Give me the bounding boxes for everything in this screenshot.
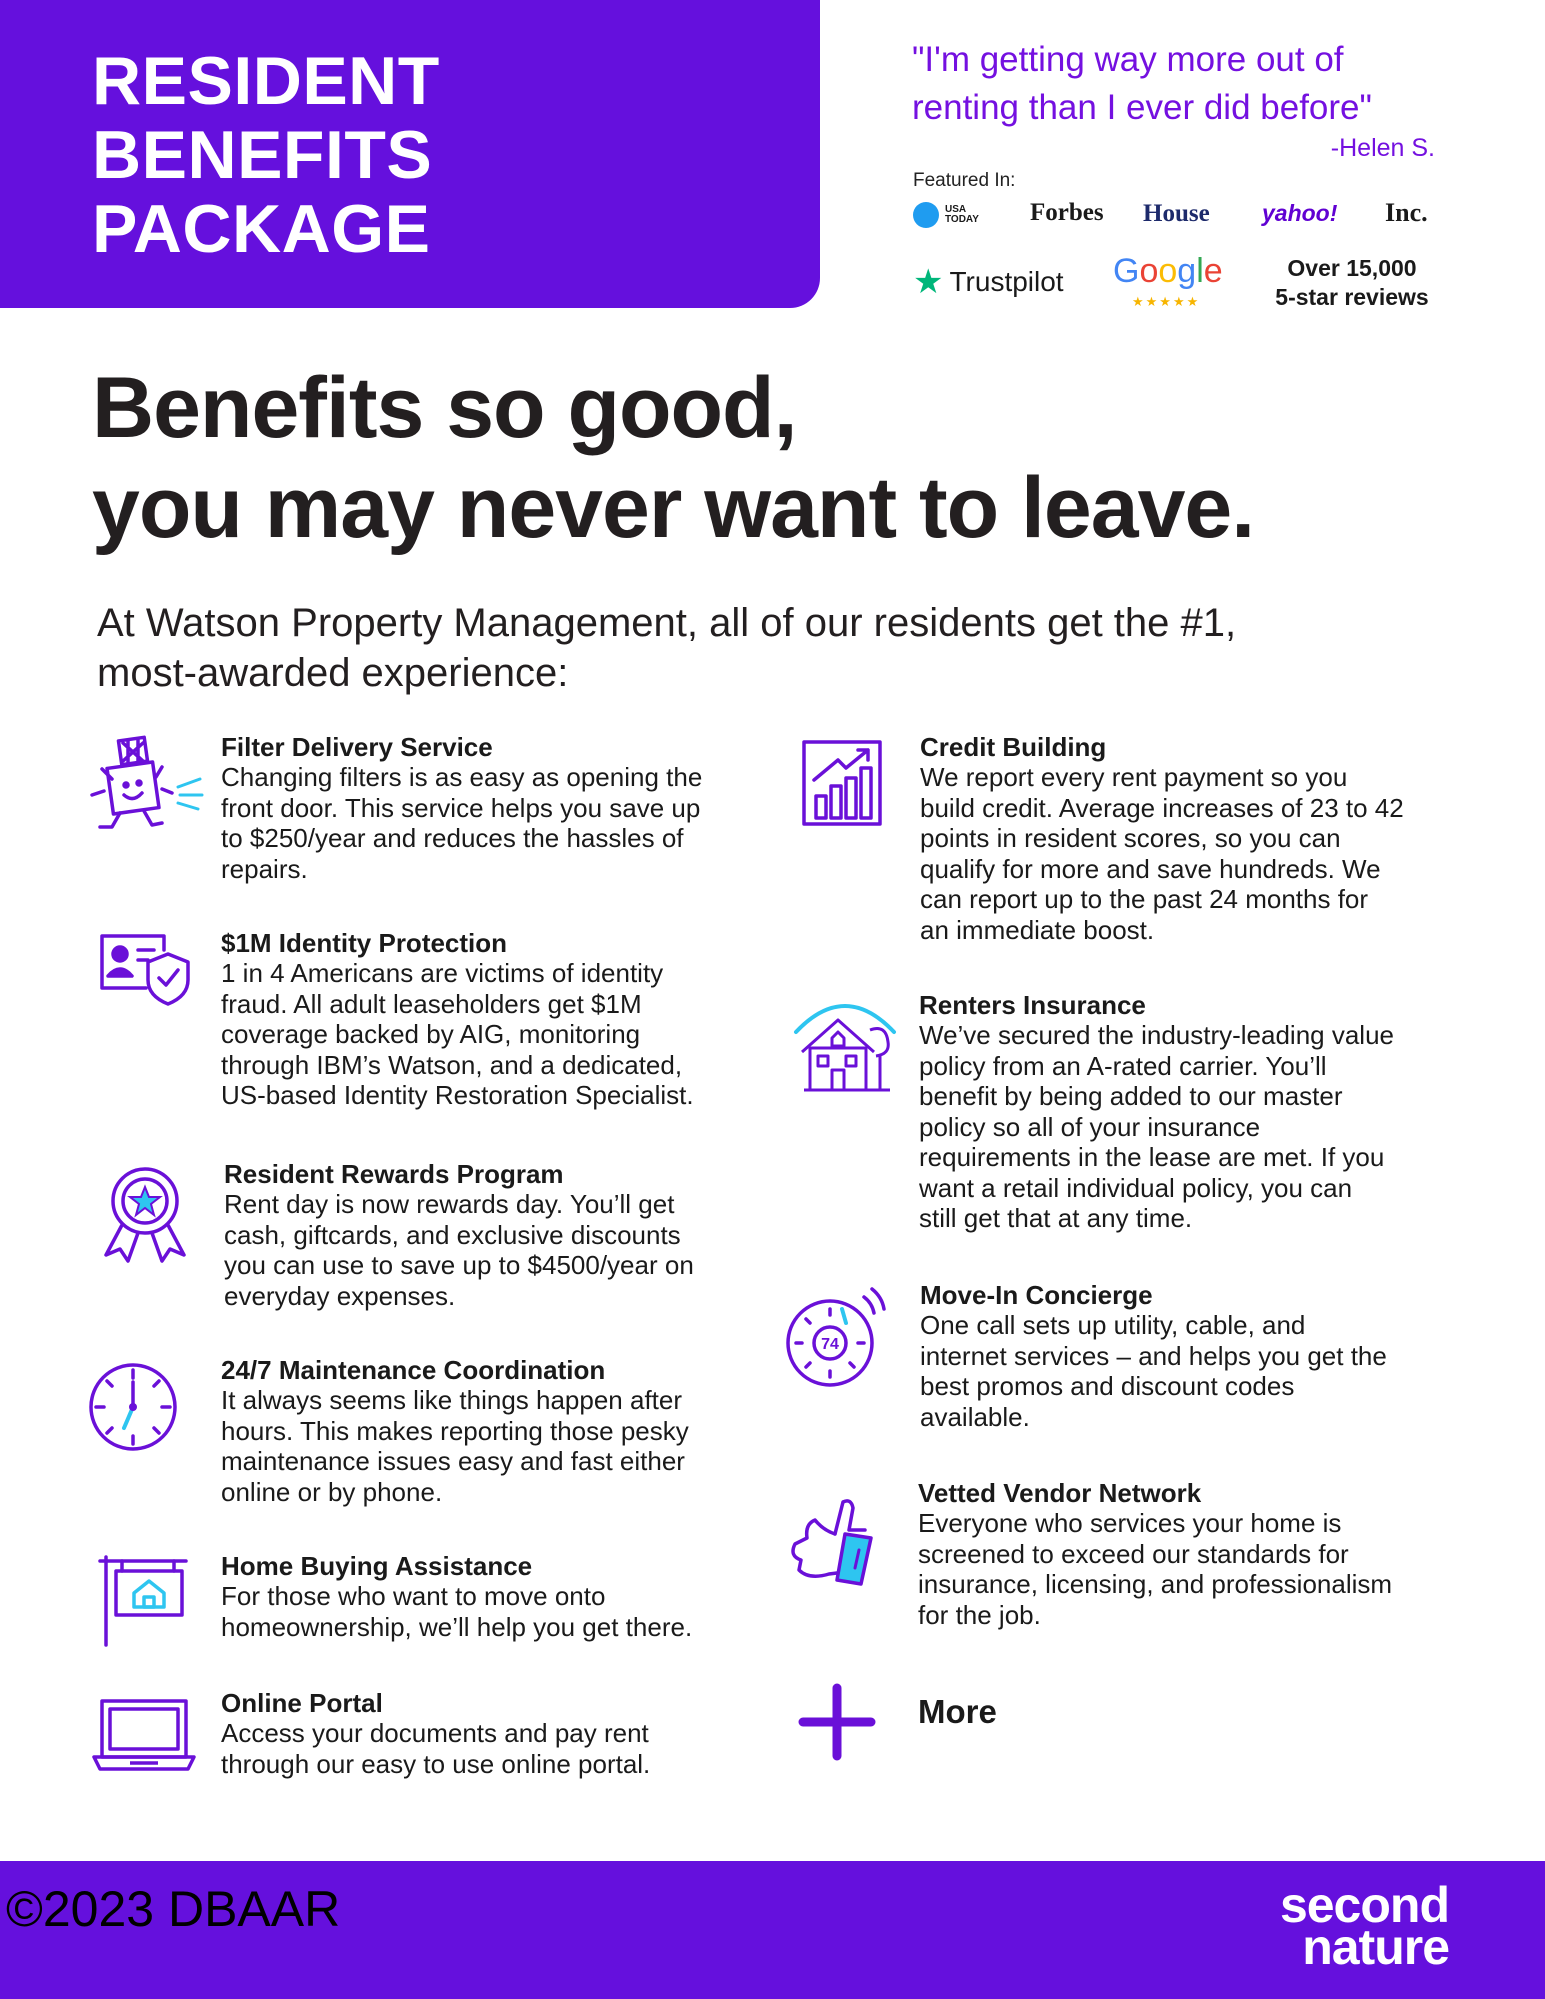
brand-line-2: nature <box>1302 1919 1449 1975</box>
home-sign-icon <box>96 1553 191 1648</box>
this-old-house-logo: House <box>1143 200 1210 227</box>
desc-line: front door. This service helps you save up <box>221 792 701 823</box>
bar-chart-icon <box>800 738 885 828</box>
desc-line: US-based Identity Restoration Specialist. <box>221 1080 694 1110</box>
usa-today-logo <box>913 202 979 228</box>
benefit-description <box>221 958 781 1111</box>
headline <box>92 358 1254 558</box>
thumbs-up-icon <box>785 1490 885 1590</box>
trustpilot-star-icon: ★ <box>913 263 944 301</box>
desc-line: repairs. <box>221 853 308 884</box>
reviews-line-1: Over 15,000 <box>1287 255 1417 281</box>
desc-line: through our easy to use online portal. <box>221 1748 651 1779</box>
intro-line-1: At Watson Property Management, all of our residents get the #1, <box>97 601 1237 645</box>
second-nature-logo <box>1279 1877 1449 1975</box>
benefit-description <box>221 1718 781 1779</box>
desc-line: It always seems like things happen after <box>221 1385 683 1415</box>
benefit-description <box>221 1581 781 1642</box>
benefit-title: Credit Building <box>920 732 1107 762</box>
benefit-title: Renters Insurance <box>919 990 1146 1020</box>
desc-line: cash, giftcards, and exclusive discounts <box>224 1219 681 1250</box>
benefit-title: Move-In Concierge <box>920 1280 1153 1310</box>
benefit-resident-rewards <box>224 1159 784 1311</box>
benefit-move-in-concierge <box>920 1280 1480 1432</box>
benefit-description <box>920 1310 1480 1432</box>
desc-line: for the job. <box>918 1599 1041 1630</box>
benefit-online-portal <box>221 1688 781 1779</box>
brand-line-1: second <box>1279 1877 1449 1933</box>
desc-line: policy from an A-rated carrier. You’ll <box>919 1050 1327 1081</box>
desc-line: coverage backed by AIG, monitoring <box>221 1019 641 1049</box>
more-label: More <box>918 1693 997 1730</box>
yahoo-logo: yahoo! <box>1262 200 1338 226</box>
intro-text <box>97 598 1437 698</box>
desc-line: fraud. All adult leaseholders get $1M <box>221 988 642 1019</box>
desc-line: policy so all of your insurance <box>919 1111 1261 1142</box>
benefit-description <box>919 1020 1479 1234</box>
google-letter: o <box>1139 252 1159 290</box>
desc-line: One call sets up utility, cable, and <box>920 1310 1306 1340</box>
benefit-title: 24/7 Maintenance Coordination <box>221 1355 606 1385</box>
reviews-count <box>1262 254 1442 312</box>
desc-line: screened to exceed our standards for <box>918 1538 1349 1569</box>
desc-line: We report every rent payment so you <box>920 762 1348 792</box>
quote-author: -Helen S. <box>1330 134 1435 162</box>
benefit-description <box>920 762 1480 945</box>
benefit-description <box>221 1385 781 1507</box>
google-logo <box>1113 252 1223 291</box>
desc-line: through IBM’s Watson, and a dedicated, <box>221 1049 683 1080</box>
benefit-title: Home Buying Assistance <box>221 1551 533 1581</box>
google-letter: l <box>1196 252 1204 290</box>
quote-line-2: renting than I ever did before" <box>912 88 1372 127</box>
benefit-vetted-vendor <box>918 1478 1478 1630</box>
desc-line: Access your documents and pay rent <box>221 1718 649 1748</box>
benefit-renters-insurance <box>919 990 1479 1234</box>
google-stars-icon: ★★★★★ <box>1132 294 1201 309</box>
desc-line: Everyone who services your home is <box>918 1508 1342 1538</box>
usa-today-dot-icon <box>913 202 939 228</box>
forbes-logo: Forbes <box>1030 199 1104 226</box>
desc-line: internet services – and helps you get the <box>920 1340 1387 1371</box>
desc-line: hours. This makes reporting those pesky <box>221 1415 689 1446</box>
benefit-title: Filter Delivery Service <box>221 732 493 762</box>
thermostat-icon <box>780 1283 890 1393</box>
desc-line: can report up to the past 24 months for <box>920 884 1369 914</box>
google-letter: o <box>1158 252 1178 290</box>
google-letter: g <box>1177 252 1197 290</box>
desc-line: Rent day is now rewards day. You’ll get <box>224 1189 675 1219</box>
desc-line: insurance, licensing, and professionalism <box>918 1569 1393 1599</box>
trustpilot-label: Trustpilot <box>949 266 1064 297</box>
title-line-3: PACKAGE <box>92 191 431 267</box>
desc-line: available. <box>920 1401 1030 1432</box>
reviews-line-2: 5-star reviews <box>1275 284 1429 310</box>
desc-line: still get that at any time. <box>919 1203 1193 1233</box>
desc-line: points in resident scores, so you can <box>920 823 1341 853</box>
award-ribbon-icon <box>98 1163 193 1263</box>
plus-icon <box>797 1682 877 1762</box>
desc-line: benefit by being added to our master <box>919 1081 1343 1111</box>
trustpilot-logo <box>913 262 1064 302</box>
desc-line: homeownership, we’ll help you get there. <box>221 1611 693 1642</box>
benefit-description <box>221 762 781 884</box>
desc-line: everyday expenses. <box>224 1280 456 1311</box>
title-line-1: RESIDENT <box>92 43 440 119</box>
headline-line-1: Benefits so good, <box>92 360 797 456</box>
desc-line: best promos and discount codes <box>920 1371 1295 1401</box>
desc-line: to $250/year and reduces the hassles of <box>221 823 684 853</box>
inc-logo: Inc. <box>1385 198 1428 227</box>
copyright-text: ©2023 DBAAR <box>6 1881 341 1937</box>
benefit-title: Resident Rewards Program <box>224 1159 564 1189</box>
house-umbrella-icon <box>790 990 900 1100</box>
identity-shield-icon <box>98 932 193 1007</box>
benefit-description <box>224 1189 784 1311</box>
desc-line: requirements in the lease are met. If you <box>919 1142 1385 1172</box>
google-letter: G <box>1113 252 1140 290</box>
quote-line-1: "I'm getting way more out of <box>912 40 1344 79</box>
featured-label: Featured In: <box>913 170 1016 191</box>
desc-line: build credit. Average increases of 23 to 42 <box>920 792 1404 823</box>
laptop-icon <box>90 1697 198 1773</box>
usa-today-line-2: TODAY <box>945 214 979 225</box>
clock-icon <box>86 1360 181 1455</box>
benefit-title: Online Portal <box>221 1688 383 1718</box>
benefit-identity-protection <box>221 928 781 1111</box>
desc-line: For those who want to move onto <box>221 1581 606 1611</box>
usa-today-line-1: USA <box>945 204 967 215</box>
intro-line-2: most-awarded experience: <box>97 651 569 695</box>
google-letter: e <box>1203 252 1223 290</box>
desc-line: an immediate boost. <box>920 914 1155 945</box>
desc-line: want a retail individual policy, you can <box>919 1172 1353 1203</box>
page-title <box>92 44 440 266</box>
benefit-title: Vetted Vendor Network <box>918 1478 1202 1508</box>
desc-line: 1 in 4 Americans are victims of identity <box>221 958 664 988</box>
benefit-maintenance <box>221 1355 781 1507</box>
benefit-title: $1M Identity Protection <box>221 928 508 958</box>
testimonial-quote <box>912 36 1432 132</box>
desc-line: qualify for more and save hundreds. We <box>920 853 1381 884</box>
filter-box-icon <box>82 735 207 840</box>
benefit-credit-building <box>920 732 1480 945</box>
benefit-home-buying <box>221 1551 781 1642</box>
desc-line: maintenance issues easy and fast either <box>221 1446 685 1476</box>
desc-line: online or by phone. <box>221 1476 443 1507</box>
headline-line-2: you may never want to leave. <box>92 460 1255 556</box>
thermostat-value: 74 <box>821 1336 839 1353</box>
benefit-description <box>918 1508 1478 1630</box>
desc-line: We’ve secured the industry-leading value <box>919 1020 1395 1050</box>
title-line-2: BENEFITS <box>92 117 433 193</box>
desc-line: you can use to save up to $4500/year on <box>224 1250 694 1280</box>
desc-line: Changing filters is as easy as opening the <box>221 762 703 792</box>
benefit-filter-delivery <box>221 732 781 884</box>
